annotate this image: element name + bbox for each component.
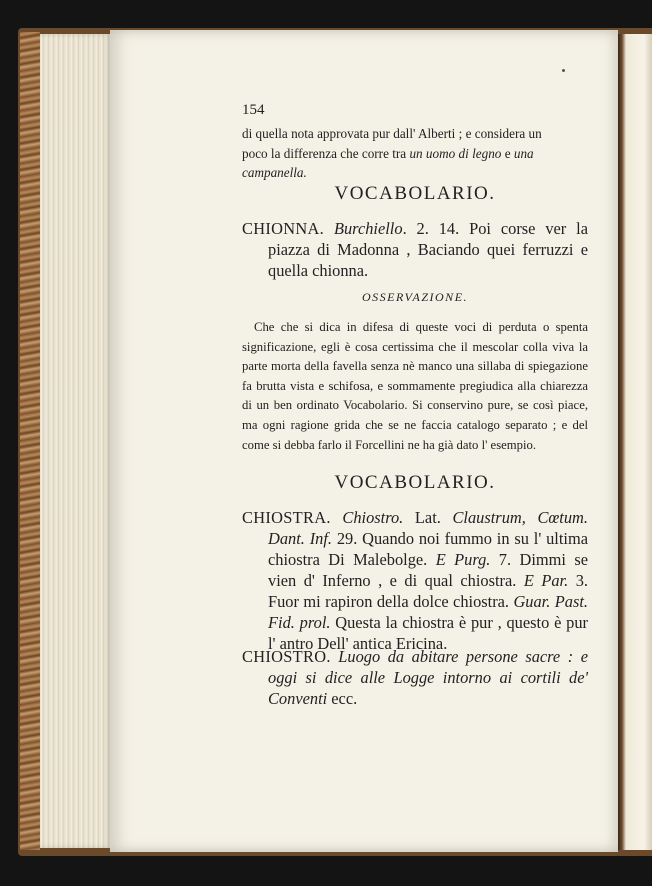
intro-line-3 (242, 163, 588, 183)
intro-italic: campanella. (242, 165, 307, 180)
intro-italic: un uomo di legno (409, 145, 502, 161)
entry-text (242, 218, 588, 281)
facing-page-edge (618, 34, 652, 850)
entry-text-run: Questa la chiostra è pur , questo è pur l' antro Dell' antica Ericina. (268, 613, 588, 653)
entry-term: CHIOSTRO. (242, 647, 331, 666)
entry-text-run: 7. Dimmi se vien d' Inferno , e di qual chiostra. (268, 550, 588, 590)
entry-term: CHIOSTRA. (242, 508, 331, 527)
entry-text (242, 646, 588, 709)
page-number: 154 (242, 102, 265, 118)
intro-text: poco la differenza che corre tra (242, 145, 410, 161)
entry-source: Burchiello (333, 219, 403, 238)
entry-italic: E Par. (523, 571, 569, 590)
ink-spot (562, 69, 565, 72)
observation-paragraph (242, 318, 588, 455)
entry-italic: E Purg. (435, 550, 491, 569)
section-heading: VOCABOLARIO. (334, 472, 496, 493)
observation-title: OSSERVAZIONE. (361, 290, 469, 304)
entry-text-run: ecc. (327, 689, 358, 708)
marbled-edge (20, 32, 40, 850)
entry-chiostra (242, 507, 588, 654)
intro-text: e (501, 145, 514, 161)
observation-text: Che che si dica in difesa di queste voci di perduta o spenta significazione, egli è cosa certissima che il mescolar colla viva la parte morta della favella senza nè manco una sillaba di spiegazione fa brutta vista e schifosa, e sommamente pregiudica alla chiarezza di un ben ordinato Vocabolario. Si conservino pure, se così piace, ma ogni ragione grida che se ne faccia catalogo separato ; e del come si debba farlo il Forcellini ne ha già dato l' esempio. (242, 320, 588, 452)
intro-line-2 (242, 144, 588, 164)
entry-italic: Claustrum, Cœtum. Dant. Inf. (268, 508, 588, 548)
section-heading: VOCABOLARIO. (334, 183, 496, 204)
entry-quote: Poi corse ver la piazza di Madonna , Baciando quei ferruzzi e quella chionna. (268, 219, 588, 280)
intro-line-1: di quella nota approvata pur dall' Alberti ; e considera un (242, 126, 542, 141)
entry-text-run: 3. Fuor mi rapiron della dolce chiostra. (268, 571, 588, 611)
entry-term: CHIONNA. (242, 219, 325, 238)
intro-italic: una (513, 145, 534, 161)
entry-text-run: Lat. (403, 508, 441, 527)
page-stack-edges (40, 34, 112, 848)
entry-italic: Chiostro. (342, 508, 404, 527)
entry-definition: Luogo da abitare persone sacre : e oggi si dice alle Logge intorno ai cortili de' Conventi (268, 647, 588, 708)
entry-chiostro (242, 646, 588, 709)
entry-chionna (242, 218, 588, 281)
entry-reference: . 2. 14. (402, 219, 460, 238)
entry-italic: Guar. Past. Fid. prol. (268, 592, 588, 632)
entry-text-run: 29. Quando noi fummo in su l' ultima chiostra Di Malebolge. (268, 529, 588, 569)
entry-text (242, 507, 588, 654)
intro-paragraph (242, 124, 588, 183)
